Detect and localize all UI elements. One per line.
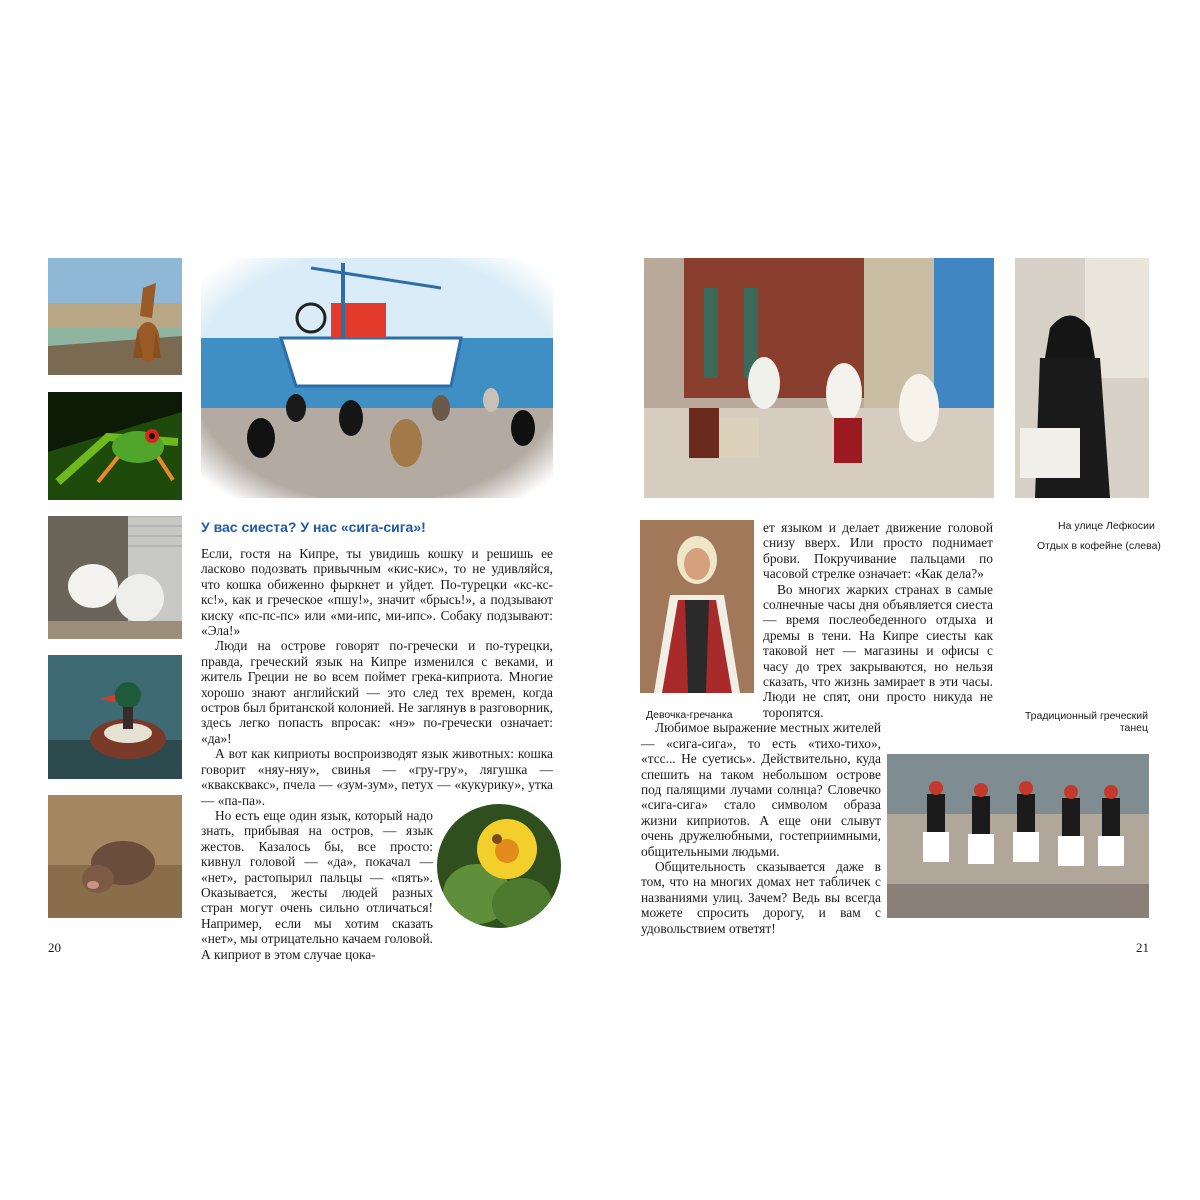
paragraph: Если, гостя на Кипре, ты увидишь кошку и решишь ее ласково подозвать привычным «кис-кис», то не удивляйся, что кошка обиженно фыркнет и уйдет. По-турецки «кс-кс-кс!», как и греческое «пшу!», значит «брысь!», а подзывают киску «пс-пс-пс» или «ми-ипс, ми-ипс». Собаку подзывают: «Эла!» [201,546,553,639]
caption-street: На улице Лефкосии [1058,520,1155,532]
paragraph: Но есть еще один язык, который надо знать, прибывая на остров, — язык жестов. Казалось бы, все просто: кивнул головой — «да», покачал — «нет», растопырил пальцы — «пять». Оказывается, жесты людей разных стран могут очень сильно отличаться! Например, если мы хотим сказать «нет», мы отрицательно качаем головой. А киприот в этом случае цока- [201,807,433,962]
old-woman-photo [1015,258,1149,498]
caption-dance: Традиционный греческий танец [1024,710,1148,734]
paragraph: Во многих жарких странах в самые солнечные часы дня объявляется сиеста — время послеобеденного отдыха и дремы в тени. На Кипре сиесты как таковой нет — магазины и офисы с часу до трех закрываются, но нельзя сказать, что жизнь замирает в эти часы. Люди не спят, они просто никуда не торопятся. [763,581,993,720]
caption-cafe: Отдых в кофейне (слева) [1037,540,1161,552]
caption-girl: Девочка-гречанка [646,709,733,721]
article-heading: У вас сиеста? У нас «сига-сига»! [201,519,426,535]
harbor-cats-photo [201,258,553,498]
dog-photo [48,258,182,375]
paragraph: Люди на острове говорят по-гречески и по-турецки, правда, греческий язык на Кипре изменился с веками, и житель Греции не во всем поймет грека-киприота. Многие хорошо знают английский — это след тех времен, когда остров был британской колонией. Не заглянув в разговорник, здесь легко попасть впросак: «нэ» по-гречески означает: «да»! [201,638,553,746]
paragraph: Любимое выражение местных жителей — «сига-сига», то есть «тихо-тихо», «тсс... Не суетись». Действительно, куда спешить на таком небольшом острове под палящими лучами солнца? Словечко «сига-сига» стало символом образа жизни киприотов. А еще они слывут очень дружелюбными, гостеприимными, общительными людьми. [641,720,881,859]
greek-dance-photo [887,754,1149,918]
cafe-men-photo [644,258,994,498]
cactus-flower-photo [437,804,561,928]
paragraph: А вот как киприоты воспроизводят язык животных: кошка говорит «няу-няу», свинья — «гру-гру», лягушка — «кваксквакс», пчела — «зум-зум», петух — «кукурику», утка — «па-па». [201,746,553,808]
frog-photo [48,392,182,500]
paragraph: Общительность сказывается даже в том, что на многих домах нет табличек с названиями улиц. Зачем? Ведь вы всегда можете спросить дорогу, и вам с удовольствием ответят! [641,858,881,936]
duck-photo [48,655,182,779]
chickens-photo [48,516,182,639]
page-number-left: 20 [48,940,61,955]
paragraph: ет языком и делает движение головой снизу вверх. Или просто поднимает брови. Покручивание пальцами по часовой стрелке означает: «Как дела?» [763,520,993,582]
page-number-right: 21 [1136,940,1149,955]
pig-photo [48,795,182,918]
